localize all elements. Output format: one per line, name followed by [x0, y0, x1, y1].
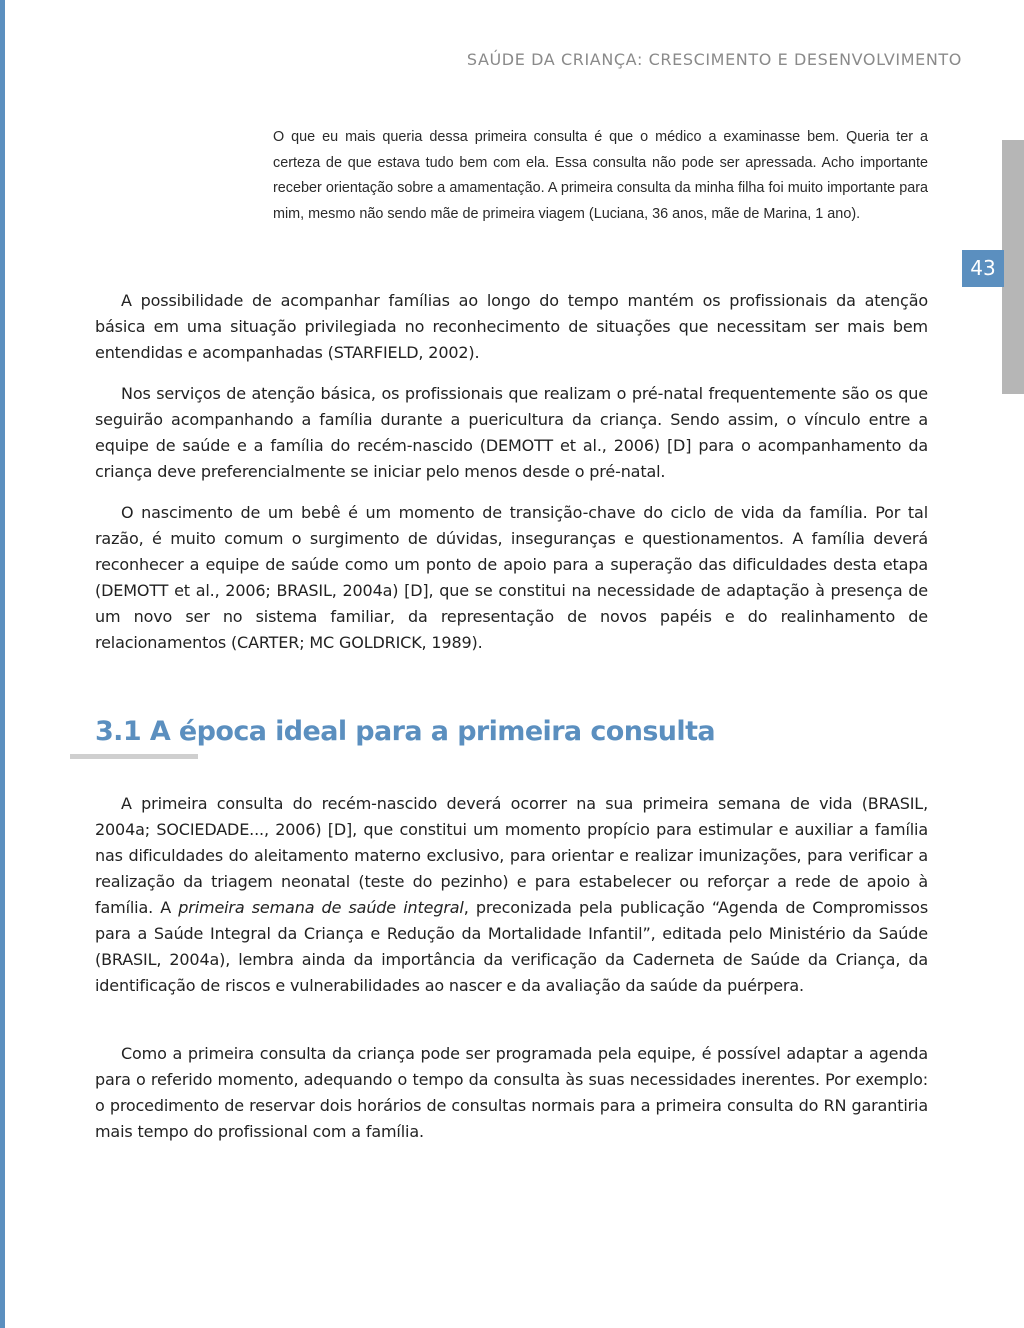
paragraph-1: A possibilidade de acompanhar famílias ao longo do tempo mantém os profissionais da atenção básica em uma situação privilegiada no reconhecimento de situações que necessitam ser mais bem entendidas e acompanhadas (STARFIELD, 2002). [95, 291, 928, 362]
page-number: 43 [962, 250, 1004, 287]
left-margin-bar [0, 0, 5, 1328]
section-paragraph-2: Como a primeira consulta da criança pode ser programada pela equipe, é possível adaptar a agenda para o referido momento, adequando o tempo da consulta às suas necessidades inerentes. Por exemplo: o procedimento de reservar dois horários de consultas normais para a primeira consulta do RN garantiria mais tempo do profissional com a família. [95, 1044, 928, 1141]
section-p1-italic: primeira semana de saúde integral [178, 898, 464, 917]
paragraph-3: O nascimento de um bebê é um momento de transição-chave do ciclo de vida da família. Por tal razão, é muito comum o surgimento de dúvidas, inseguranças e questionamentos. A família deverá reconhecer a equipe de saúde como um ponto de apoio para a superação das dificuldades desta etapa (DEMOTT et al., 2006; BRASIL, 2004a) [D], que se constitui na necessidade de adaptação à presença de um novo ser no sistema familiar, da representação de novos papéis e do realinhamento de relacionamentos (CARTER; MC GOLDRICK, 1989). [95, 503, 928, 652]
paragraph-2: Nos serviços de atenção básica, os profissionais que realizam o pré-natal frequentemente são os que seguirão acompanhando a família durante a puericultura da criança. Sendo assim, o vínculo entre a equipe de saúde e a família do recém-nascido (DEMOTT et al., 2006) [D] para o acompanhamento da criança deve preferencialmente se iniciar pelo menos desde o pré-natal. [95, 384, 928, 481]
section-paragraph-1 [95, 791, 928, 999]
testimonial-quote: O que eu mais queria dessa primeira consulta é que o médico a examinasse bem. Queria ter a certeza de que estava tudo bem com ela. Essa consulta não pode ser apressada. Acho importante receber orientação sobre a amamentação. A primeira consulta da minha filha foi muito importante para mim, mesmo não sendo mãe de primeira viagem (Luciana, 36 anos, mãe de Marina, 1 ano). [273, 129, 928, 223]
section-heading: 3.1 A época ideal para a primeira consulta [95, 716, 715, 747]
section-p1-text-start: A primeira consulta do recém-nascido deverá ocorrer na sua primeira semana de vida (BRASIL, 2004a; SOCIEDADE..., 2006) [D], que constitui um momento propício para estimular e auxiliar a família nas dificuldades do aleitamento materno exclusivo, para orientar e realizar imunizações, para verificar a realização da triagem neonatal (teste do pezinho) e para estabelecer ou reforçar a rede de apoio à família. A [95, 794, 928, 917]
running-header: SAÚDE DA CRIANÇA: CRESCIMENTO E DESENVOLVIMENTO [466, 50, 962, 69]
section-p1-text-end: , preconizada pela publicação “Agenda de Compromissos para a Saúde Integral da Criança e Redução da Mortalidade Infantil”, editada pelo Ministério da Saúde (BRASIL, 2004a), lembra ainda da importância da verificação da Caderneta de Saúde da Criança, da identificação de riscos e vulnerabilidades ao nascer e da avaliação da saúde da puérpera. [95, 898, 929, 995]
page-edge-tab [1002, 140, 1024, 394]
heading-underline [70, 754, 198, 759]
